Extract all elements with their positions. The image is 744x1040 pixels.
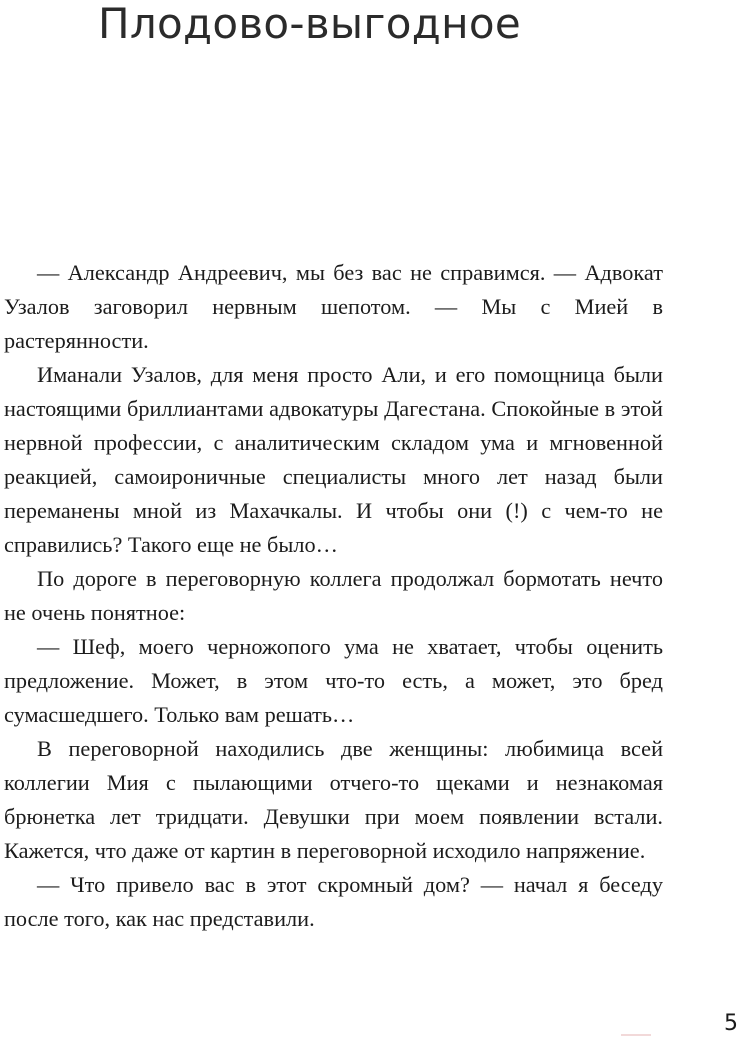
chapter-title: Плодово-выгодное [98, 0, 521, 48]
page-number: 5 [724, 1011, 738, 1036]
paragraph: — Шеф, моего черножопого ума не хватает, чтобы оценить предложение. Может, в этом что-то есть, а может, это бред сумасшедшего. Только вам решать… [4, 634, 663, 727]
paragraph: В переговорной находились две женщины: любимица всей коллегии Мия с пылающими отчего-то щеками и незнакомая брюнетка лет тридцати. Девушки при моем появлении встали. Кажется, что даже от картин в переговорной исходило напряжение. [4, 736, 663, 863]
paragraph: — Что привело вас в этот скромный дом? — начал я беседу после того, как нас представили. [4, 872, 663, 931]
page-edge-mark [621, 1034, 651, 1036]
paragraph: По дороге в переговорную коллега продолжал бормотать нечто не очень понятное: [4, 566, 663, 625]
paragraph: Иманали Узалов, для меня просто Али, и его помощница были настоящими бриллиантами адвокатуры Дагестана. Спокойные в этой нервной профессии, с аналитическим складом ума и мгновенной реакцией, самоироничные специалисты много лет назад были переманены мной из Махачкалы. И чтобы они (!) с чем-то не справились? Такого еще не было… [4, 362, 663, 557]
paragraph: — Александр Андреевич, мы без вас не справимся. — Адвокат Узалов заговорил нервным шепотом. — Мы с Мией в растерянности. [4, 260, 663, 353]
body-text [4, 256, 663, 936]
